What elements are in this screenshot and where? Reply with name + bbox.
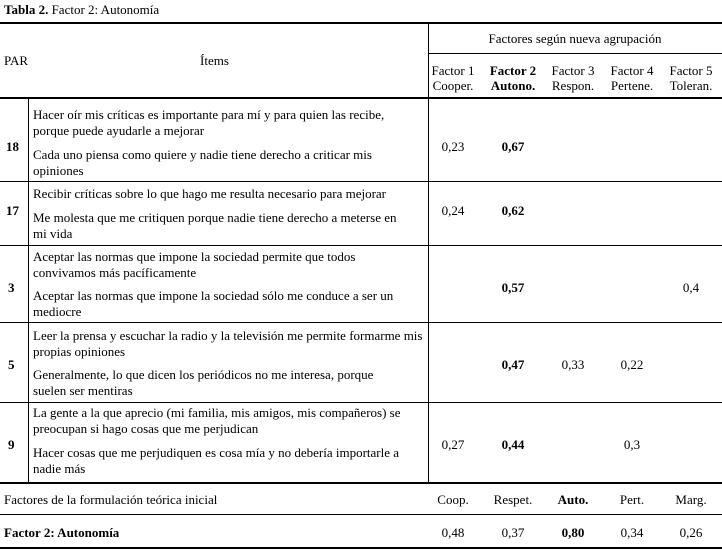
row-1-par: 18 <box>6 139 19 154</box>
row-4-item-b: Generalmente, lo que dicen los periódicos no me interesa, porque suelen ser mentiras <box>33 367 374 398</box>
rule-row-3 <box>0 322 722 323</box>
row-1-item-b: Cada uno piensa como quiere y nadie tiene derecho a criticar mis opiniones <box>33 147 372 178</box>
header-par: PAR <box>4 53 29 68</box>
factor-1-header <box>423 63 483 93</box>
row-2-item-a: Recibir críticas sobre lo que hago me resulta necesario para mejorar <box>33 186 387 201</box>
rule-row-5 <box>0 482 722 484</box>
row-3-factor-2: 0,57 <box>501 280 525 295</box>
row-2-factor-2: 0,62 <box>501 203 525 218</box>
rule-top <box>0 22 722 24</box>
row-4-factor-3: 0,33 <box>561 357 585 372</box>
theory-label: Factores de la formulación teórica inicial <box>4 492 218 507</box>
row-5-item-a: La gente a la que aprecio (mi familia, mis amigos, mis compañeros) se preocupan si hago cosas que me perjudican <box>33 405 401 436</box>
caption-title: Factor 2: Autonomía <box>51 2 160 17</box>
rule-row-1 <box>0 181 722 182</box>
factor-4-number: Factor 4 <box>610 63 654 78</box>
rule-row-2 <box>0 245 722 246</box>
total-factor-2: 0,37 <box>501 525 525 540</box>
row-3-item-b: Aceptar las normas que impone la sociedad sólo me conduce a ser un mediocre <box>33 288 394 319</box>
factor-1-short: Cooper. <box>432 78 474 93</box>
table-caption <box>4 2 159 18</box>
rule-theory <box>0 514 722 515</box>
row-4-item-a: Leer la prensa y escuchar la radio y la televisión me permite formarme mis propias opiniones <box>33 328 423 359</box>
factor-2-short: Autono. <box>490 78 536 93</box>
factor-5-short: Toleran. <box>669 78 713 93</box>
total-factor-4: 0,34 <box>620 525 644 540</box>
theory-factor-4: Pert. <box>619 492 645 507</box>
row-5-factor-2: 0,44 <box>501 437 525 452</box>
row-3-factor-5: 0,4 <box>682 280 700 295</box>
row-2-par: 17 <box>6 203 19 218</box>
factor-4-header <box>602 63 662 93</box>
factor-5-number: Factor 5 <box>669 63 713 78</box>
factor-1-number: Factor 1 <box>431 63 475 78</box>
row-5-item-b: Hacer cosas que me perjudiquen es cosa mía y no debería importarle a nadie más <box>33 445 400 476</box>
row-3-item-a: Aceptar las normas que impone la sociedad permite que todos convivamos más pacíficamente <box>33 249 356 280</box>
row-4-factor-4: 0,22 <box>620 357 644 372</box>
row-5-factor-1: 0,27 <box>441 437 465 452</box>
row-2-item-b: Me molesta que me critiquen porque nadie tiene derecho a meterse en mi vida <box>33 210 397 241</box>
rule-bottom <box>0 547 722 549</box>
row-4-par: 5 <box>8 357 15 372</box>
total-factor-5: 0,26 <box>679 525 703 540</box>
total-factor-3: 0,80 <box>561 525 585 540</box>
row-4-factor-2: 0,47 <box>501 357 525 372</box>
vline-par <box>28 99 29 482</box>
factor-2-header <box>483 63 543 93</box>
row-1-factor-1: 0,23 <box>441 139 465 154</box>
factor-3-number: Factor 3 <box>551 63 595 78</box>
factor-4-short: Pertene. <box>610 78 654 93</box>
factor-2-number: Factor 2 <box>489 63 537 78</box>
row-2-factor-1: 0,24 <box>441 203 465 218</box>
theory-factor-3: Auto. <box>557 492 589 507</box>
total-factor-1: 0,48 <box>441 525 465 540</box>
row-3-par: 3 <box>8 280 15 295</box>
theory-factor-2: Respet. <box>493 492 533 507</box>
row-5-factor-4: 0,3 <box>623 437 641 452</box>
caption-label: Tabla 2. <box>4 2 49 17</box>
rule-header-bottom <box>0 97 722 99</box>
rule-header-group <box>428 53 722 54</box>
rule-row-4 <box>0 402 722 403</box>
theory-factor-1: Coop. <box>437 492 469 507</box>
theory-factor-5: Marg. <box>675 492 707 507</box>
total-label: Factor 2: Autonomía <box>4 525 120 540</box>
factor-3-header <box>543 63 603 93</box>
header-items: Ítems <box>200 53 229 68</box>
row-1-factor-2: 0,67 <box>501 139 525 154</box>
factor-3-short: Respon. <box>551 78 595 93</box>
header-group: Factores según nueva agrupación <box>488 31 662 46</box>
row-1-item-a: Hacer oír mis críticas es importante para mí y para quien las recibe, porque puede ayudarle a mejorar <box>33 107 385 138</box>
row-5-par: 9 <box>8 437 15 452</box>
factor-5-header <box>661 63 721 93</box>
